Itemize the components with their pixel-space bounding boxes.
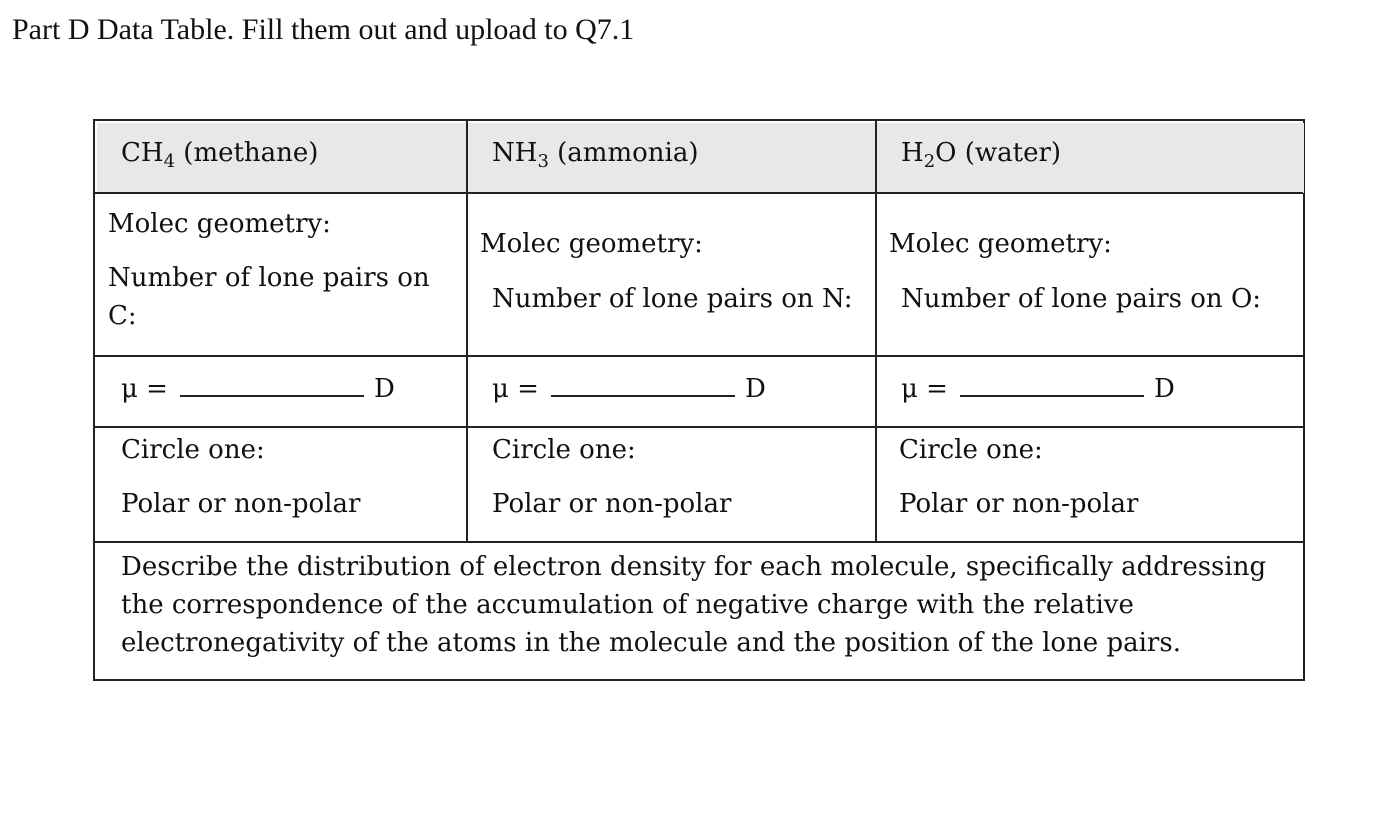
dipole-blank[interactable] — [960, 377, 1144, 397]
ammonia-dipole-field — [492, 371, 766, 407]
column-divider — [466, 121, 468, 542]
methane-geometry-label: Molec geometry: — [108, 209, 331, 239]
row-divider — [95, 192, 1303, 194]
water-dipole-field — [901, 371, 1175, 407]
dipole-blank[interactable] — [551, 377, 735, 397]
methane-circle-label: Circle one: — [121, 435, 265, 465]
header-ammonia: $NH_3$ (ammonia) — [492, 138, 699, 173]
mu-label: μ = — [492, 374, 539, 404]
water-lone-pairs-label: Number of lone pairs on O: — [901, 284, 1262, 314]
debye-unit: D — [373, 374, 395, 404]
mu-label: μ = — [121, 374, 168, 404]
ammonia-lone-pairs-label: Number of lone pairs on N: — [492, 284, 853, 314]
water-geometry-label: Molec geometry: — [889, 229, 1112, 259]
debye-unit: D — [744, 374, 766, 404]
header-water: $H_2O$ (water) — [901, 138, 1062, 173]
page-heading: Part D Data Table. Fill them out and upload to Q7.1 — [12, 13, 635, 46]
water-circle-label: Circle one: — [899, 435, 1043, 465]
methane-dipole-field — [121, 371, 395, 407]
dipole-blank[interactable] — [180, 377, 364, 397]
ammonia-polarity-options[interactable]: Polar or non-polar — [492, 489, 732, 519]
row-divider — [95, 426, 1303, 428]
mu-label: μ = — [901, 374, 948, 404]
column-divider — [875, 121, 877, 542]
methane-lone-pairs-label-2: C: — [108, 301, 137, 331]
electron-density-prompt: Describe the distribution of electron density for each molecule, specifically addressing the correspondence of the accumulation of negative charge with the relative electronegativity of the atoms in the molecule and the position of the lone pairs. — [121, 552, 1267, 658]
ammonia-circle-label: Circle one: — [492, 435, 636, 465]
methane-polarity-options[interactable]: Polar or non-polar — [121, 489, 361, 519]
ammonia-geometry-label: Molec geometry: — [480, 229, 703, 259]
header-methane: $CH_4$ (methane) — [121, 138, 319, 173]
debye-unit: D — [1153, 374, 1175, 404]
row-divider — [95, 541, 1303, 543]
water-polarity-options[interactable]: Polar or non-polar — [899, 489, 1139, 519]
methane-lone-pairs-label-1: Number of lone pairs on — [108, 263, 430, 293]
row-divider — [95, 355, 1303, 357]
